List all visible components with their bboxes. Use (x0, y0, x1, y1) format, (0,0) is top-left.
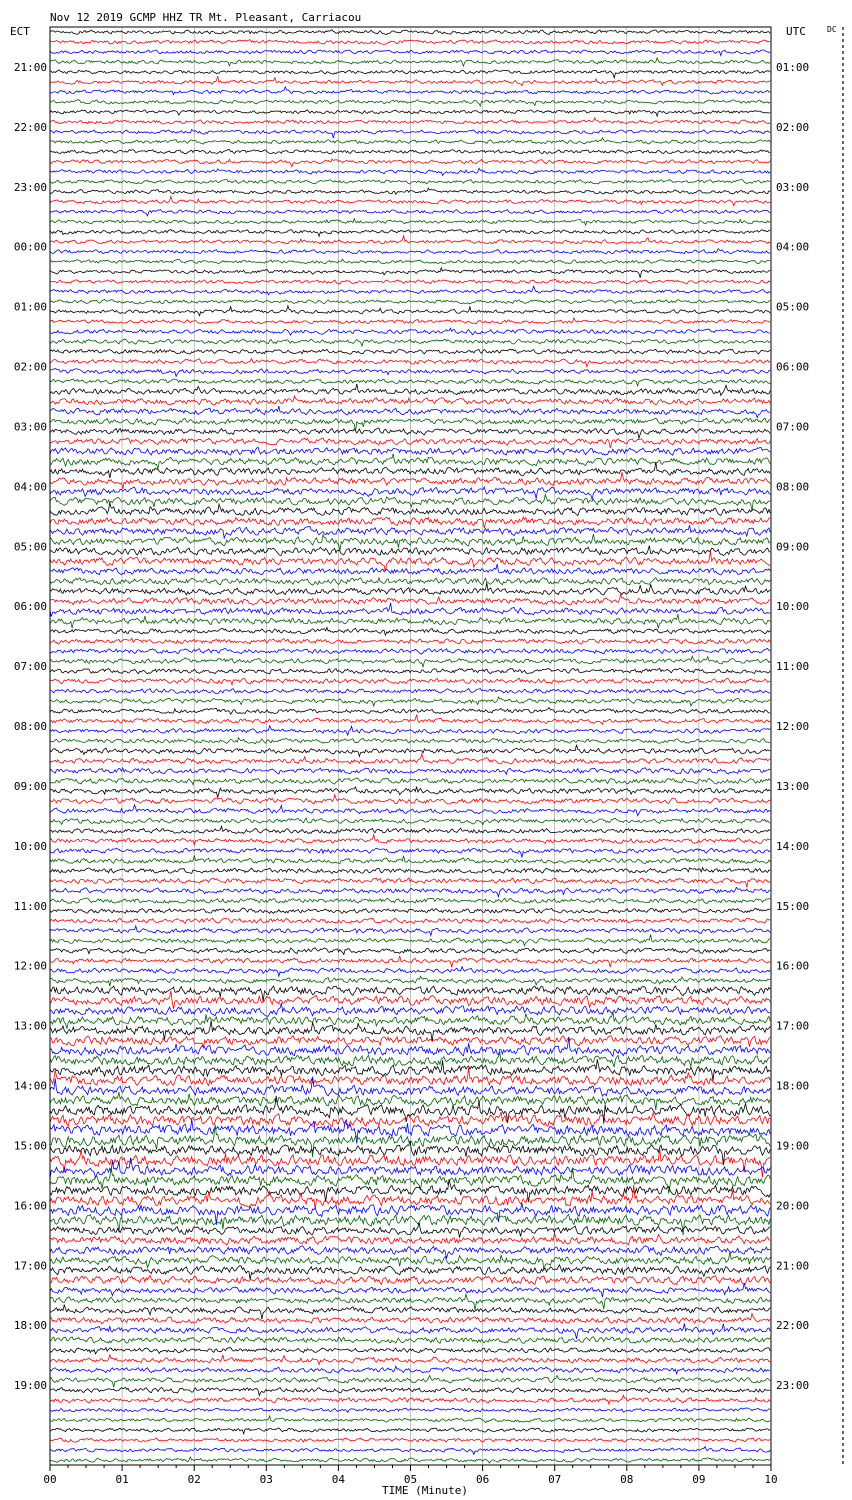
seismic-trace (50, 578, 770, 585)
ect-hour-label: 13:00 (13, 1019, 47, 1033)
ect-hour-label: 07:00 (13, 660, 47, 674)
seismic-trace (50, 1179, 770, 1202)
seismic-trace (50, 1036, 770, 1049)
seismic-trace (50, 1283, 770, 1297)
seismic-trace (50, 856, 770, 864)
seismic-trace (50, 708, 770, 715)
seismic-trace (50, 878, 770, 887)
seismic-trace (50, 835, 770, 845)
utc-hour-label: 19:00 (776, 1139, 810, 1153)
ect-hour-label: 06:00 (13, 600, 47, 614)
seismic-trace (50, 369, 770, 377)
seismic-trace (50, 1376, 770, 1388)
utc-hour-label: 08:00 (776, 480, 810, 494)
seismic-trace (50, 826, 770, 833)
seismic-trace (50, 918, 770, 923)
seismic-trace (50, 30, 770, 35)
seismic-trace (50, 1021, 770, 1042)
left-axis-label: ECT (10, 25, 30, 38)
seismic-trace (50, 1052, 770, 1067)
ect-hour-label: 11:00 (13, 899, 47, 913)
utc-hour-label: 15:00 (776, 899, 810, 913)
seismic-trace (50, 279, 770, 284)
seismic-trace (50, 564, 770, 575)
seismic-trace (50, 638, 770, 644)
seismic-trace (50, 454, 770, 469)
utc-hour-label: 07:00 (776, 420, 810, 434)
seismic-trace (50, 1059, 770, 1081)
utc-hour-label: 11:00 (776, 660, 810, 674)
seismic-trace (50, 868, 770, 874)
seismic-trace (50, 768, 770, 775)
seismic-trace (50, 249, 770, 254)
seismic-trace (50, 1246, 770, 1259)
seismic-trace (50, 1395, 770, 1404)
x-tick-label: 04 (331, 1473, 346, 1486)
utc-hour-label: 09:00 (776, 540, 810, 554)
ect-hour-label: 09:00 (13, 779, 47, 793)
seismic-trace (50, 396, 770, 405)
seismic-trace (50, 1294, 770, 1310)
seismic-trace (50, 778, 770, 785)
utc-hour-label: 18:00 (776, 1079, 810, 1093)
seismic-trace (50, 986, 770, 1001)
seismic-trace (50, 87, 770, 95)
seismic-trace (50, 70, 770, 78)
seismic-trace (50, 1408, 770, 1412)
seismic-trace (50, 1416, 770, 1423)
seismic-trace (50, 196, 770, 205)
seismic-trace (50, 1305, 770, 1319)
seismic-trace (50, 406, 770, 418)
seismic-trace (50, 697, 770, 706)
seismic-trace (50, 967, 770, 977)
seismic-trace (50, 787, 770, 798)
seismic-trace (50, 168, 770, 175)
seismic-trace (50, 935, 770, 946)
x-tick-label: 03 (259, 1473, 273, 1486)
seismic-trace (50, 1158, 770, 1179)
seismic-trace (50, 726, 770, 736)
seismic-trace (50, 159, 770, 167)
x-tick-label: 02 (187, 1473, 201, 1486)
seismic-trace (50, 428, 770, 438)
seismic-trace (50, 209, 770, 216)
seismic-trace (50, 495, 770, 512)
seismic-trace (50, 1387, 770, 1395)
ect-hour-label: 22:00 (13, 120, 47, 134)
chart-title: Nov 12 2019 GCMP HHZ TR Mt. Pleasant, Carriacou (50, 11, 362, 24)
seismic-trace (50, 438, 770, 448)
seismic-trace (50, 318, 770, 324)
seismic-trace (50, 1366, 770, 1374)
ect-hour-label: 10:00 (13, 839, 47, 853)
seismic-trace (50, 517, 770, 528)
seismic-trace (50, 384, 770, 396)
seismic-trace (50, 1012, 770, 1029)
seismic-trace (50, 948, 770, 955)
seismic-trace (50, 100, 770, 106)
seismic-trace (50, 715, 770, 725)
seismic-trace (50, 1214, 770, 1235)
seismic-trace (50, 818, 770, 825)
ect-hour-label: 18:00 (13, 1319, 47, 1333)
seismic-trace (50, 1348, 770, 1354)
ect-hour-label: 23:00 (13, 180, 47, 194)
seismic-trace (50, 1148, 770, 1177)
seismic-trace (50, 805, 770, 816)
ect-hour-label: 04:00 (13, 480, 47, 494)
ect-hour-label: 08:00 (13, 720, 47, 734)
ect-hour-label: 05:00 (13, 540, 47, 554)
seismic-trace (50, 1447, 770, 1455)
utc-hour-label: 16:00 (776, 959, 810, 973)
seismic-trace (50, 300, 770, 304)
seismic-trace (50, 129, 770, 138)
ect-hour-label: 17:00 (13, 1259, 47, 1273)
seismic-trace (50, 1223, 770, 1238)
seismic-trace (50, 887, 770, 896)
x-tick-label: 05 (403, 1473, 418, 1486)
seismic-trace (50, 525, 770, 538)
seismic-trace (50, 1275, 770, 1284)
seismic-trace (50, 179, 770, 184)
seismic-trace (50, 306, 770, 316)
seismic-trace (50, 1428, 770, 1434)
label-layer (14, 61, 809, 1486)
x-axis-label: TIME (Minute) (381, 1484, 469, 1497)
seismic-trace (50, 472, 770, 489)
utc-hour-label: 10:00 (776, 600, 810, 614)
seismic-trace (50, 754, 770, 764)
seismic-trace (50, 678, 770, 684)
seismic-trace (50, 898, 770, 904)
seismic-trace (50, 379, 770, 386)
seismic-trace (50, 50, 770, 56)
seismic-trace (50, 908, 770, 913)
x-tick-label: 00 (43, 1473, 57, 1486)
utc-hour-label: 02:00 (776, 120, 810, 134)
seismic-trace (50, 1037, 770, 1056)
utc-hour-label: 21:00 (776, 1259, 810, 1273)
seismic-trace (50, 1252, 770, 1271)
seismic-trace (50, 359, 770, 367)
seismic-trace (50, 1203, 770, 1225)
utc-hour-label: 14:00 (776, 839, 810, 853)
seismic-trace (50, 1092, 770, 1110)
seismic-trace (50, 487, 770, 500)
seismic-trace (50, 118, 770, 124)
seismic-trace (50, 583, 770, 595)
utc-hour-label: 06:00 (776, 360, 810, 374)
seismic-trace (50, 328, 770, 335)
seismic-trace (50, 40, 770, 45)
seismic-trace (50, 138, 770, 144)
ect-hour-label: 14:00 (13, 1079, 47, 1093)
seismic-trace (50, 603, 770, 617)
utc-hour-label: 04:00 (776, 240, 810, 254)
seismic-trace (50, 738, 770, 744)
x-tick-label: 07 (548, 1473, 562, 1486)
ect-hour-label: 03:00 (13, 420, 47, 434)
seismic-trace (50, 1314, 770, 1324)
seismic-trace (50, 447, 770, 455)
utc-hour-label: 13:00 (776, 779, 810, 793)
seismic-trace (50, 188, 770, 194)
seismic-trace (50, 926, 770, 936)
seismic-trace (50, 1438, 770, 1442)
seismic-trace (50, 745, 770, 757)
utc-hour-label: 17:00 (776, 1019, 810, 1033)
seismic-trace (50, 627, 770, 635)
ect-hour-label: 19:00 (13, 1379, 47, 1393)
seismic-trace (50, 795, 770, 804)
seismic-trace (50, 349, 770, 354)
seismic-trace (50, 956, 770, 968)
seismic-trace (50, 1355, 770, 1365)
seismic-trace (50, 1324, 770, 1339)
seismic-trace (50, 1457, 770, 1463)
seismic-trace (50, 668, 770, 673)
seismic-trace (50, 614, 770, 628)
trace-layer (50, 30, 770, 1463)
x-tick-label: 09 (692, 1473, 706, 1486)
seismic-trace (50, 286, 770, 295)
seismic-trace (50, 594, 770, 605)
utc-hour-label: 12:00 (776, 720, 810, 734)
seismic-trace (50, 110, 770, 116)
ect-hour-label: 21:00 (13, 60, 47, 74)
right-axis-label: UTC (786, 25, 806, 38)
ect-hour-label: 02:00 (13, 360, 47, 374)
utc-hour-label: 05:00 (776, 300, 810, 314)
seismic-trace (50, 219, 770, 226)
seismic-trace (50, 418, 770, 431)
corner-label: DC (827, 25, 837, 34)
utc-hour-label: 20:00 (776, 1199, 810, 1213)
seismic-trace (50, 1265, 770, 1280)
utc-hour-label: 23:00 (776, 1379, 810, 1393)
ect-hour-label: 12:00 (13, 959, 47, 973)
seismic-trace (50, 76, 770, 85)
seismic-trace (50, 976, 770, 986)
grid-layer (50, 27, 771, 1471)
seismic-trace (50, 1003, 770, 1016)
utc-hour-label: 22:00 (776, 1319, 810, 1333)
utc-hour-label: 01:00 (776, 60, 810, 74)
seismic-trace (50, 551, 770, 571)
seismic-trace (50, 230, 770, 237)
seismic-trace (50, 534, 770, 551)
seismic-trace (50, 656, 770, 667)
seismic-trace (50, 546, 770, 556)
seismic-trace (50, 58, 770, 66)
seismic-trace (50, 648, 770, 654)
ect-hour-label: 01:00 (13, 300, 47, 314)
ect-hour-label: 16:00 (13, 1199, 47, 1213)
seismic-trace (50, 259, 770, 264)
seismic-trace (50, 848, 770, 858)
seismic-trace (50, 236, 770, 244)
ect-hour-label: 15:00 (13, 1139, 47, 1153)
utc-hour-label: 03:00 (776, 180, 810, 194)
seismic-trace (50, 1337, 770, 1344)
seismic-trace (50, 1112, 770, 1127)
x-tick-label: 06 (475, 1473, 490, 1486)
seismic-trace (50, 339, 770, 346)
seismic-trace (50, 268, 770, 278)
seismic-trace (50, 150, 770, 154)
x-tick-label: 08 (620, 1473, 634, 1486)
ect-hour-label: 00:00 (13, 240, 47, 254)
x-tick-label: 10 (764, 1473, 778, 1486)
seismic-trace (50, 1096, 770, 1124)
x-tick-label: 01 (115, 1473, 129, 1486)
seismic-trace (50, 689, 770, 695)
